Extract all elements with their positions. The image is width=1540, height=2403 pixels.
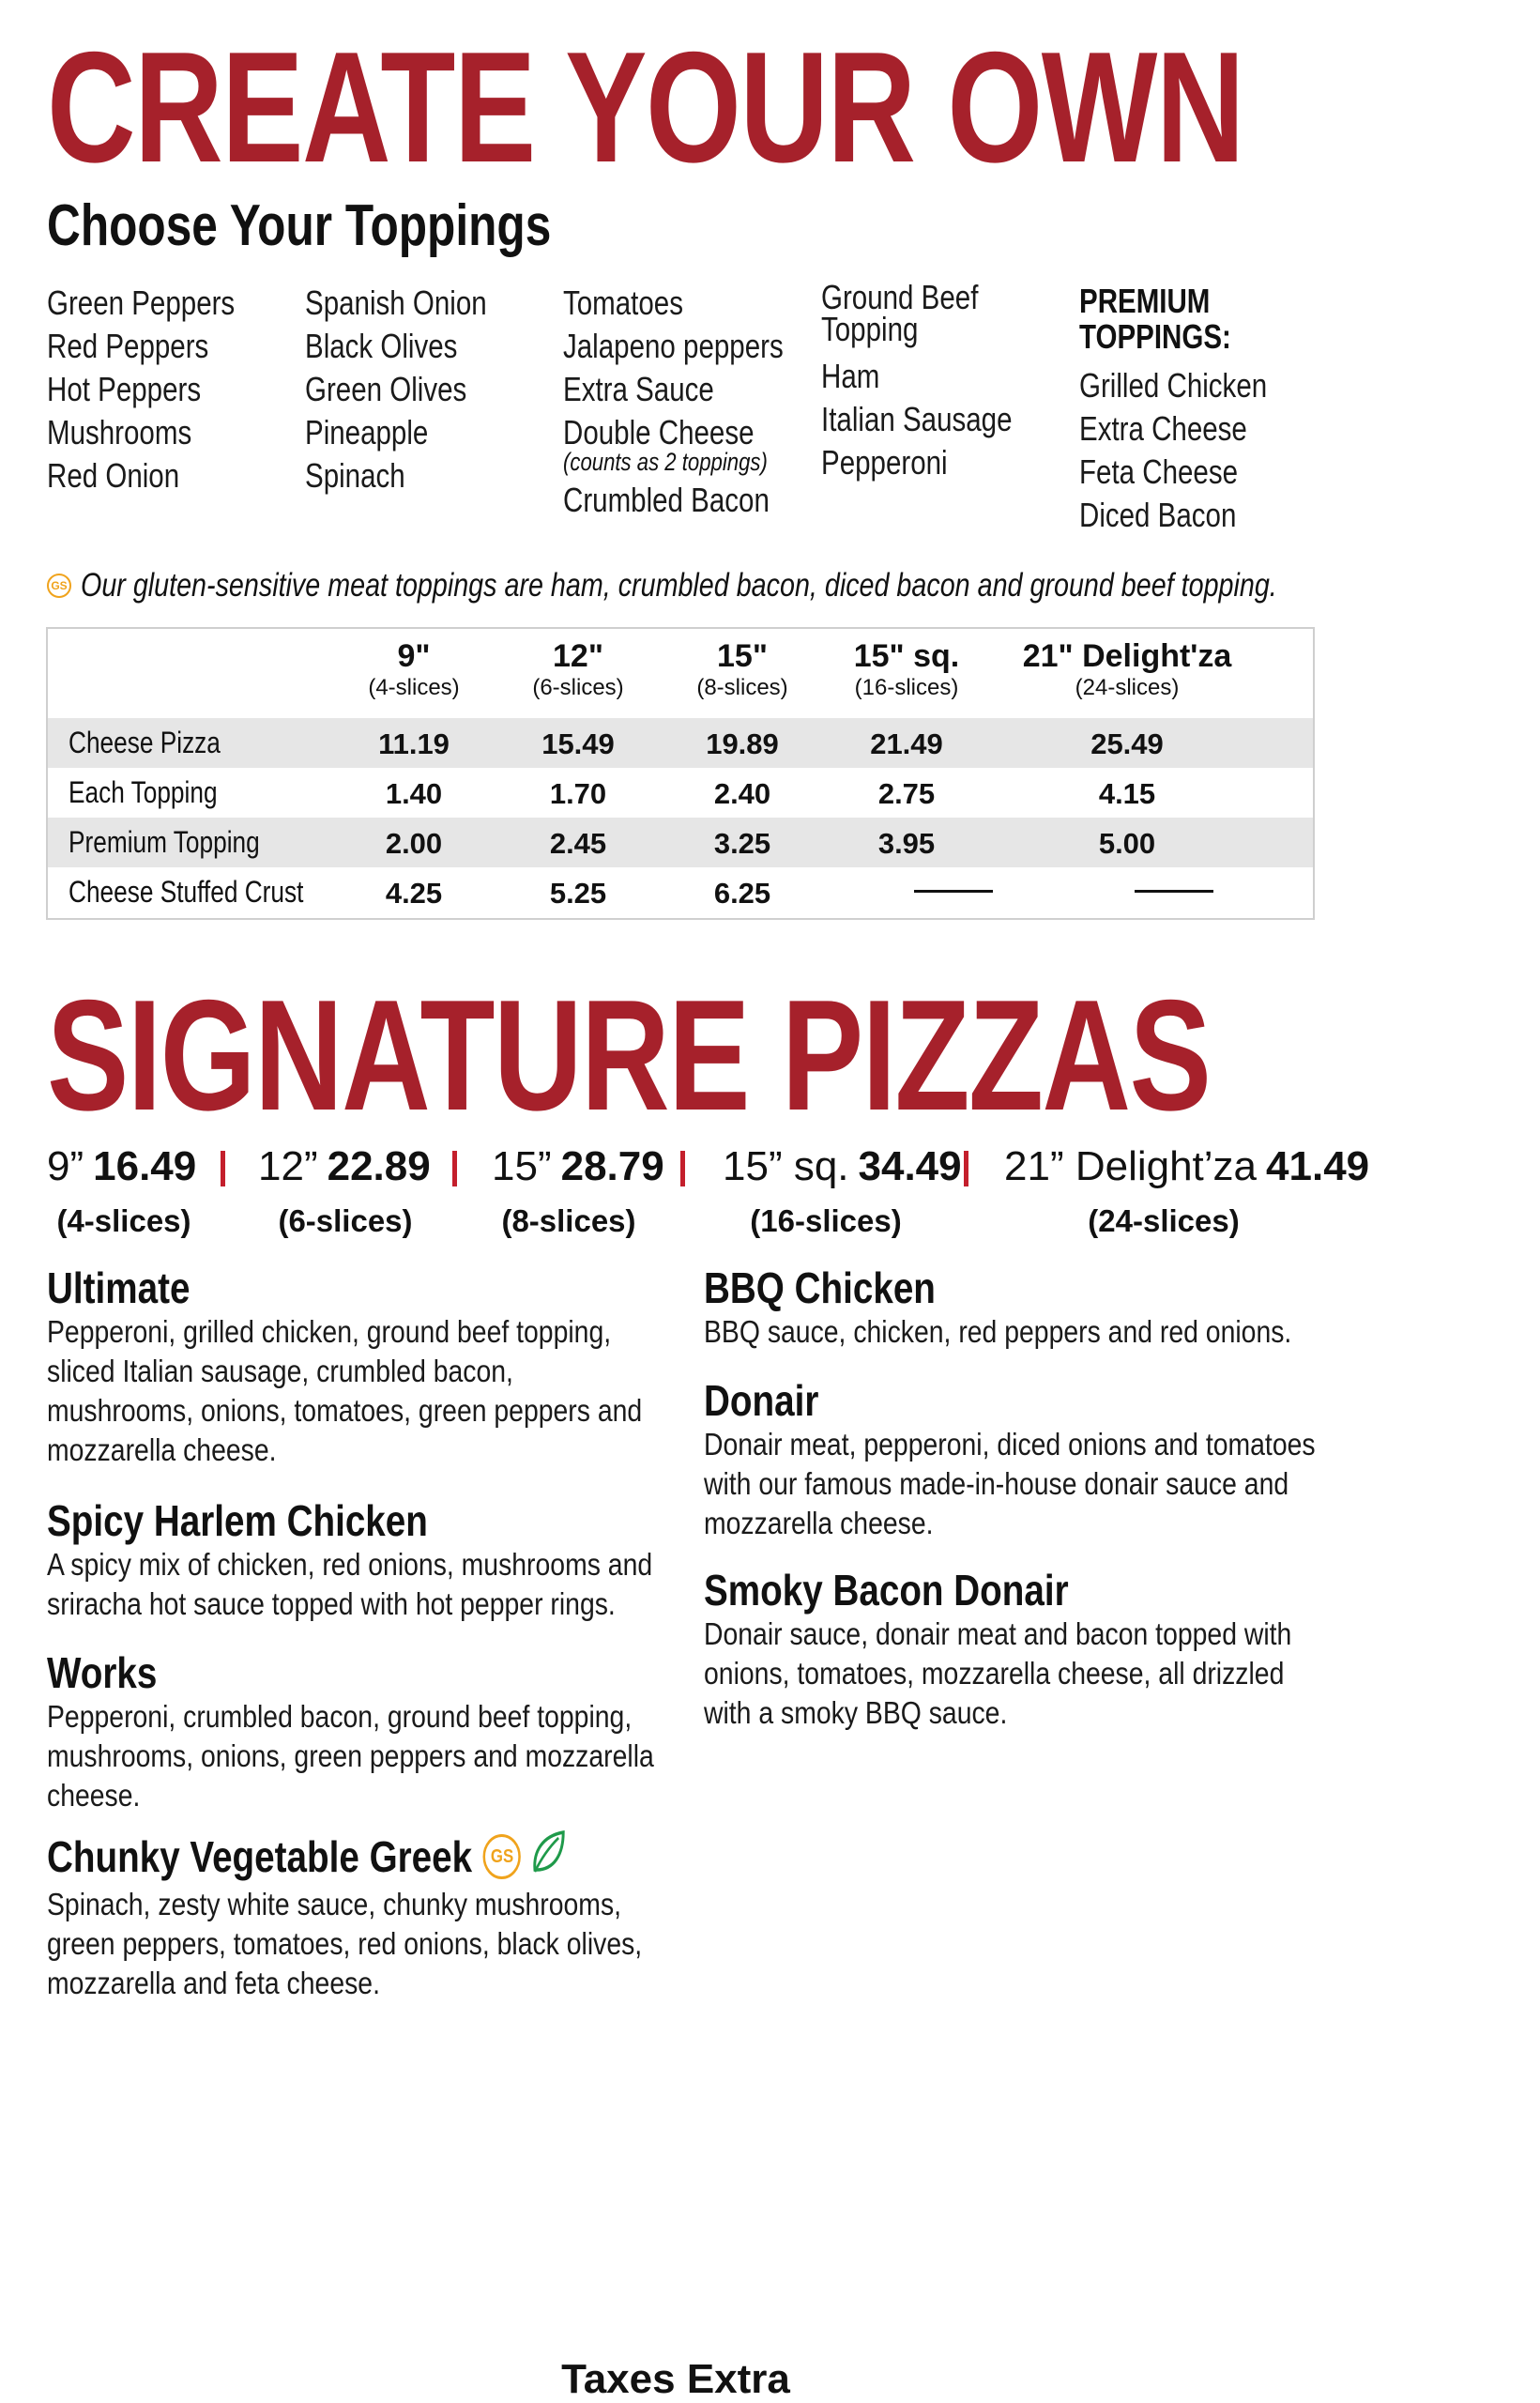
premium-toppings-heading: PREMIUM TOPPINGS: [1079, 282, 1231, 356]
topping-item: Ground Beef Topping [821, 278, 979, 348]
table-header-21 [996, 638, 1258, 723]
row-label: Each Topping [69, 775, 218, 809]
gluten-note-text: Our gluten-sensitive meat toppings are ham, crumbled bacon, diced bacon and ground beef topping. [81, 567, 1277, 604]
size-slices: (4-slices) [56, 1203, 191, 1238]
table-header-12 [484, 638, 672, 723]
size-slices: (6-slices) [278, 1203, 413, 1238]
topping-item: Tomatoes [563, 283, 683, 322]
size-separator [964, 1151, 968, 1186]
header-size: 9" [397, 638, 431, 674]
table-header-9 [320, 638, 508, 723]
price-cell: 15.49 [541, 727, 615, 760]
price-cell: 21.49 [870, 727, 943, 760]
price-cell: 4.25 [385, 877, 443, 910]
size-slices: (24-slices) [1088, 1203, 1240, 1238]
pizza-name: Spicy Harlem Chicken [47, 1496, 428, 1545]
size-price [258, 1143, 431, 1190]
not-available-dash [1135, 890, 1213, 893]
header-size: 15" [717, 638, 768, 674]
pizza-name: BBQ Chicken [704, 1263, 936, 1312]
pizza-chunky-vegetable-greek [47, 1829, 666, 2003]
row-label: Cheese Stuffed Crust [69, 875, 304, 909]
header-size: 15" sq. [853, 638, 960, 674]
pizza-description: A spicy mix of chicken, red onions, mushrooms and sriracha hot sauce topped with hot pepper rings. [47, 1547, 653, 1621]
pizza-ultimate [47, 1263, 666, 1470]
size-slices: (8-slices) [501, 1203, 636, 1238]
premium-topping-item: Diced Bacon [1079, 496, 1237, 534]
topping-item: Spanish Onion [305, 283, 487, 322]
price-table [46, 627, 1315, 920]
size-price [47, 1143, 196, 1190]
pizza-smoky-bacon-donair [704, 1566, 1323, 1733]
taxes-extra-footer: Taxes Extra [561, 2356, 790, 2402]
size-label: 12” [258, 1143, 318, 1189]
price-cell: 25.49 [1090, 727, 1164, 760]
topping-item: Hot Peppers [47, 370, 202, 408]
price-cell: 5.00 [1098, 827, 1156, 860]
size-separator [680, 1151, 685, 1186]
premium-toppings-column [1079, 283, 1333, 537]
topping-item: Crumbled Bacon [563, 481, 770, 519]
price-cell: 2.45 [549, 827, 607, 860]
choose-toppings-heading: Choose Your Toppings [47, 193, 552, 258]
topping-item: Pepperoni [821, 443, 948, 482]
pizza-spicy-harlem-chicken [47, 1496, 666, 1624]
pizza-description: Donair sauce, donair meat and bacon topped with onions, tomatoes, mozzarella cheese, all drizzled with a smoky BBQ sauce. [704, 1616, 1292, 1730]
leaf-icon [530, 1829, 567, 1885]
size-separator [452, 1151, 457, 1186]
price-cell: 1.40 [385, 777, 443, 810]
header-slices: (24-slices) [1075, 675, 1180, 700]
row-label: Premium Topping [69, 825, 260, 859]
size-price [723, 1143, 962, 1190]
topping-item: Green Peppers [47, 283, 236, 322]
size-price-value: 34.49 [858, 1143, 962, 1189]
header-slices: (16-slices) [854, 675, 959, 700]
gluten-sensitive-icon: GS [483, 1834, 521, 1879]
premium-topping-item: Extra Cheese [1079, 409, 1247, 448]
topping-item: Mushrooms [47, 413, 192, 452]
price-cell: 1.70 [549, 777, 607, 810]
pizza-name: Chunky Vegetable Greek [47, 1832, 473, 1881]
gluten-sensitive-note [47, 567, 1540, 605]
topping-item: Red Peppers [47, 327, 209, 365]
size-label: 15” [492, 1143, 552, 1189]
toppings-column-2 [305, 282, 558, 497]
price-cell: 2.00 [385, 827, 443, 860]
topping-item: Jalapeno peppers [563, 327, 784, 365]
size-price-value: 41.49 [1266, 1143, 1370, 1189]
price-cell: 6.25 [713, 877, 771, 910]
topping-item: Pineapple [305, 413, 429, 452]
signature-pizzas-title: SIGNATURE PIZZAS [47, 967, 1211, 1143]
pizza-bbq-chicken [704, 1263, 1323, 1352]
size-price [1004, 1143, 1369, 1190]
pizza-description: Pepperoni, grilled chicken, ground beef topping, sliced Italian sausage, crumbled bacon, mushrooms, onions, tomatoes, green peppers and mozzarella cheese. [47, 1314, 643, 1467]
price-cell: 3.25 [713, 827, 771, 860]
price-cell: 2.75 [877, 777, 936, 810]
topping-item: Spinach [305, 456, 405, 495]
table-row [48, 867, 1313, 917]
header-size: 21" Delight'za [1022, 638, 1232, 674]
pizza-description: Spinach, zesty white sauce, chunky mushrooms, green peppers, tomatoes, red onions, black olives, mozzarella and feta cheese. [47, 1887, 643, 2000]
pizza-description: BBQ sauce, chicken, red peppers and red onions. [704, 1314, 1292, 1349]
size-price-value: 16.49 [93, 1143, 197, 1189]
size-price-value: 28.79 [560, 1143, 664, 1189]
signature-sizes-row [47, 1143, 1370, 1200]
table-header-15sq [813, 638, 1000, 723]
premium-topping-item: Feta Cheese [1079, 452, 1239, 491]
header-size: 12" [553, 638, 603, 674]
price-cell: 4.15 [1098, 777, 1156, 810]
table-row [48, 818, 1313, 867]
topping-item: Extra Sauce [563, 370, 714, 408]
table-row [48, 718, 1313, 768]
topping-item: Italian Sausage [821, 400, 1013, 438]
price-cell: 2.40 [713, 777, 771, 810]
not-available-dash [914, 890, 993, 893]
size-label: 9” [47, 1143, 84, 1189]
topping-item: Green Olives [305, 370, 467, 408]
table-row [48, 768, 1313, 818]
header-slices: (4-slices) [368, 675, 460, 700]
toppings-column-3 [563, 282, 816, 522]
header-slices: (8-slices) [696, 675, 788, 700]
topping-item: Ham [821, 357, 880, 395]
topping-item: Double Cheese [563, 413, 755, 452]
pizza-name-row [47, 1829, 567, 1885]
price-cell: 11.19 [378, 727, 450, 760]
pizza-works [47, 1648, 666, 1815]
pizza-donair [704, 1376, 1323, 1543]
pizza-description: Pepperoni, crumbled bacon, ground beef topping, mushrooms, onions, green peppers and mozzarella cheese. [47, 1699, 654, 1813]
pizza-name: Works [47, 1648, 158, 1697]
pizza-name: Ultimate [47, 1263, 191, 1312]
toppings-column-4 [821, 278, 1075, 484]
pizza-name: Smoky Bacon Donair [704, 1566, 1069, 1615]
row-label: Cheese Pizza [69, 726, 221, 759]
toppings-column-1 [47, 282, 300, 497]
header-slices: (6-slices) [532, 675, 624, 700]
size-label: 15” sq. [723, 1143, 849, 1189]
double-cheese-note: (counts as 2 toppings) [563, 448, 768, 476]
size-price-value: 22.89 [327, 1143, 431, 1189]
size-separator [221, 1151, 225, 1186]
pizza-name: Donair [704, 1376, 819, 1425]
size-price [492, 1143, 664, 1190]
pizza-description: Donair meat, pepperoni, diced onions and tomatoes with our famous made-in-house donair sauce and mozzarella cheese. [704, 1427, 1316, 1540]
table-header-15 [648, 638, 836, 723]
topping-item: Red Onion [47, 456, 180, 495]
gluten-sensitive-icon: GS [47, 574, 71, 598]
price-cell: 19.89 [706, 727, 779, 760]
size-slices: (16-slices) [750, 1203, 902, 1238]
price-cell: 5.25 [549, 877, 607, 910]
size-label: 21” Delight’za [1004, 1143, 1258, 1189]
create-your-own-title: CREATE YOUR OWN [47, 19, 1243, 195]
price-cell: 3.95 [877, 827, 936, 860]
premium-topping-item: Grilled Chicken [1079, 366, 1268, 405]
topping-item: Black Olives [305, 327, 458, 365]
